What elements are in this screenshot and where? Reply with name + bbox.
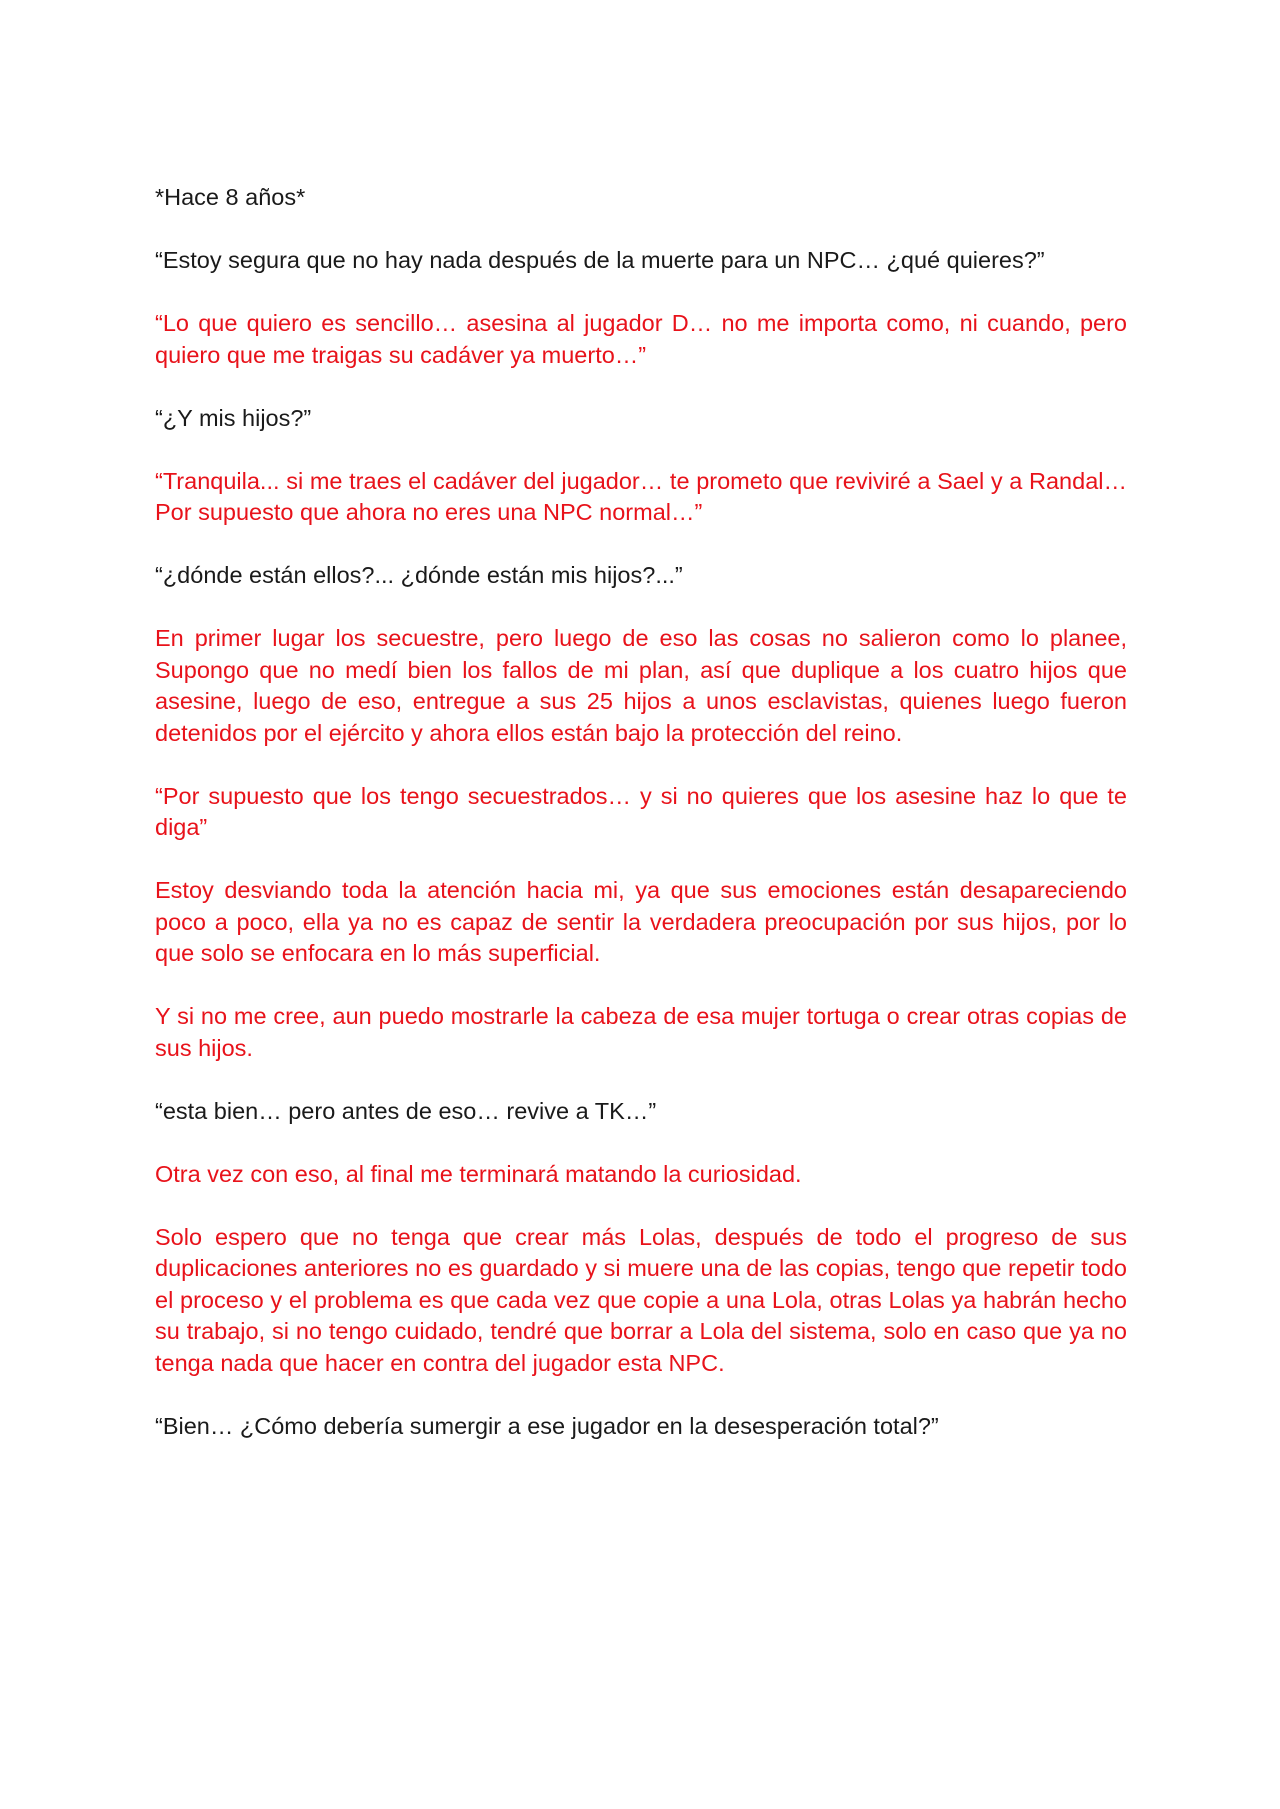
- paragraph-dialogue: “Por supuesto que los tengo secuestrados… y si no quieres que los asesine haz lo que te diga”: [155, 782, 1127, 840]
- paragraph-narration: Y si no me cree, aun puedo mostrarle la cabeza de esa mujer tortuga o crear otras copias de sus hijos.: [155, 1003, 1127, 1061]
- paragraph-dialogue: “esta bien… pero antes de eso… revive a TK…”: [155, 1097, 657, 1124]
- paragraph-dialogue: “Tranquila... si me traes el cadáver del jugador… te prometo que reviviré a Sael y a Randal… Por supuesto que ahora no eres una NPC normal…”: [155, 467, 1127, 525]
- paragraph-dialogue: “Lo que quiero es sencillo… asesina al jugador D… no me importa como, ni cuando, pero quiero que me traigas su cadáver ya muerto…”: [155, 310, 1127, 368]
- paragraph-narration: En primer lugar los secuestre, pero luego de eso las cosas no salieron como lo planee, Supongo que no medí bien los fallos de mi plan, así que duplique a los cuatro hijos que asesine, luego de eso, entregue a sus 25 hijos a unos esclavistas, quienes luego fueron detenidos por el ejército y ahora ellos están bajo la protección del reino.: [155, 625, 1127, 746]
- paragraph-time-marker: *Hace 8 años*: [155, 184, 306, 210]
- paragraph-dialogue: “¿dónde están ellos?... ¿dónde están mis hijos?...”: [155, 562, 683, 588]
- paragraph-dialogue: “Bien… ¿Cómo debería sumergir a ese jugador en la desesperación total?”: [155, 1412, 939, 1439]
- paragraph-dialogue: “Estoy segura que no hay nada después de la muerte para un NPC… ¿qué quieres?”: [155, 247, 1045, 273]
- paragraph-narration: Estoy desviando toda la atención hacia mi, ya que sus emociones están desapareciendo poco a poco, ella ya no es capaz de sentir la verdadera preocupación por sus hijos, por lo que solo se enfocara en lo más superficial.: [155, 877, 1127, 966]
- paragraph-narration: Solo espero que no tenga que crear más Lolas, después de todo el progreso de sus duplicaciones anteriores no es guardado y si muere una de las copias, tengo que repetir todo el proceso y el problema es que cada vez que copie a una Lola, otras Lolas ya habrán hecho su trabajo, si no tengo cuidado, tendré que borrar a Lola del sistema, solo en caso que ya no tenga nada que hacer en contra del jugador esta NPC.: [155, 1223, 1127, 1376]
- paragraph-dialogue: “¿Y mis hijos?”: [155, 404, 312, 431]
- paragraph-narration: Otra vez con eso, al final me terminará matando la curiosidad.: [155, 1160, 802, 1187]
- document-body: [155, 182, 1127, 1474]
